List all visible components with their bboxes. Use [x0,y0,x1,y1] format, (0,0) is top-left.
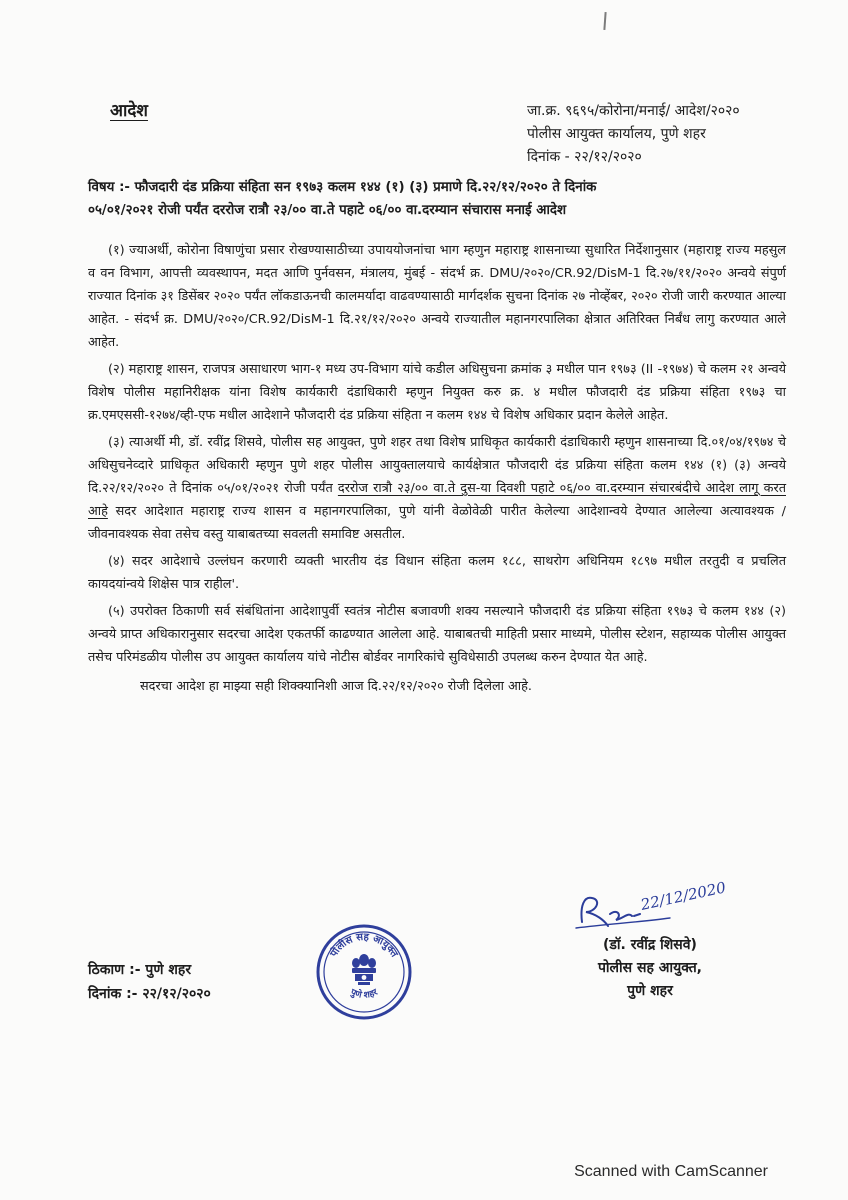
paragraph-2: (२) महाराष्ट्र शासन, राजपत्र असाधारण भाग-१ मध्य उप-विभाग यांचे कडील अधिसुचना क्रमांक ३ मधील पान १९७३ (II -१९७४) चे कलम २१ अन्वये विशेष पोलीस महानिरीक्षक यांना विशेष कार्यकारी दंडाधिकारी म्हणुन नियुक्त करु क्र. ४ मधील फौजदारी दंड प्रक्रिया संहिता १९७३ चा क्र.एमएससी-१२७४/व्ही-एफ मधील आदेशाने फौजदारी दंड प्रक्रिया संहिता न कलम १४४ चे विशेष अधिकार प्रदान केलेले आहेत. [88,362,786,423]
order-body [88,239,786,702]
place-date-block [88,958,211,1006]
order-heading: आदेश [110,101,148,121]
scanner-watermark: Scanned with CamScanner [574,1163,768,1180]
seal-bottom-text: पुणे शहर [348,987,380,1001]
paragraph-4: (४) सदर आदेशाचे उल्लंघन करणारी व्यक्ती भारतीय दंड विधान संहिता कलम १८८, साथरोग अधिनियम १८९७ मधील तरतुदी व प्रचलित कायदयांन्वये शिक्षेस पात्र राहील'. [88,554,786,592]
svg-text:पुणे शहर [348,987,380,1001]
signatory-name: (डॉ. रवींद्र शिसवे) [603,937,697,953]
signatory-city: पुणे शहर [627,983,673,999]
seal-top-text: पोलीस सह आयुक्त [328,931,400,960]
paragraph-3-start: (३) त्याअर्थी मी, डॉ. रवींद्र शिसवे, पोलीस सह आयुक्त, पुणे शहर तथा विशेष प्राधिकृत कार्यकारी दंडाधिकारी म्हणुन शासनाच्या दि.०१/०४/१९७४ चे अधिसुचनेव्दारे प्राधिकृत अधिकारी म्हणुन पुणे शहर पोलीस आयुक्तालयाचे कार्यक्षेत्रात फौजदारी दंड प्रक्रिया संहिता कलम १४४ (१) (३) अन्वये दि.२२/१२/२०२० ते दिनांक ०५/०१/२०२१ रोजी पर्यंत [88,435,786,496]
subject-line-2: ०५/०१/२०२१ रोजी पर्यंत दररोज रात्रौ २३/०० वा.ते पहाटे ०६/०० वा.दरम्यान संचारास मनाई आदेश [88,203,567,218]
reference-office: पोलीस आयुक्त कार्यालय, पुणे शहर [527,126,706,142]
scan-mark [603,12,606,30]
signature-date: 22/12/2020 [639,878,728,914]
paragraph-1: (१) ज्याअर्थी, कोरोना विषाणुंचा प्रसार रोखण्यासाठीच्या उपाययोजनांचा भाग म्हणुन महाराष्ट्र शासनाच्या सुधारित निर्देशानुसार (महाराष्ट्र राज्य महसुल व वन विभाग, आपत्ती व्यवस्थापन, मदत आणि पुर्नवसन, मंत्रालय, मुंबई - संदर्भ क्र. DMU/२०२०/CR.92/DisM-1 दि.२७/११/२०२० अन्वये संपुर्ण राज्यात दिनांक ३१ डिसेंबर २०२० पर्यंत लॉकडाऊनची कालमर्यादा वाढवण्यासाठी मार्गदर्शक सुचना दिनांक २७ नोव्हेंबर, २०२० रोजी जारी करण्यात आल्या आहेत. - संदर्भ क्र. DMU/२०२०/CR.92/DisM-1 दि.२१/१२/२०२० अन्वये राज्यातील महानगरपालिका क्षेत्रात अतिरिक्त निर्बंध लागु करण्यात आले आहेत. [88,243,786,350]
subject-line-1: विषय :- फौजदारी दंड प्रक्रिया संहिता सन १९७३ कलम १४४ (१) (३) प्रमाणे दि.२२/१२/२०२० ते दिनांक [88,180,597,195]
date-label: दिनांक :- २२/१२/२०२० [88,986,211,1002]
signatory-block [560,934,740,1003]
place-label: ठिकाण :- पुणे शहर [88,962,192,978]
signatory-designation: पोलीस सह आयुक्त, [597,960,703,976]
reference-date: दिनांक - २२/१२/२०२० [527,149,642,165]
paragraph-3-underlined: दररोज रात्रौ २३/०० वा.ते दुस-या दिवशी पहाटे ०६/०० वा.दरम्यान संचारबंदीचे आदेश लागू करत आहे [88,481,786,519]
subject-block [88,176,788,222]
emblem-icon [352,954,376,985]
closing-line: सदरचा आदेश हा माझ्या सही शिक्क्यानिशी आज दि.२२/१२/२०२० रोजी दिलेला आहे. [140,679,532,694]
official-seal [314,922,414,1022]
handwritten-signature [570,876,750,936]
paragraph-5: (५) उपरोक्त ठिकाणी सर्व संबंधितांना आदेशापुर्वी स्वतंत्र नोटीस बजावणी शक्य नसल्याने फौजदारी दंड प्रक्रिया संहिता १९७३ चे कलम १४४ (२) अन्वये प्राप्त अधिकारानुसार सदरचा आदेश एकतर्फी काढण्यात आलेला आहे. याबाबतची माहिती प्रसार माध्यमे, पोलीस स्टेशन, सहाय्यक पोलीस आयुक्त तसेच परिमंडळीय पोलीस उप आयुक्त कार्यालय यांचे नोटीस बोर्डवर नागरिकांचे सुविधेसाठी उपलब्ध करुन देण्यात येत आहे. [88,604,786,665]
reference-number: जा.क्र. ९६९५/कोरोना/मनाई/ आदेश/२०२० [527,103,740,119]
paragraph-3-end: सदर आदेशात महाराष्ट्र राज्य शासन व महानगरपालिका, पुणे यांनी वेळोवेळी पारीत केलेल्या आदेशान्वये देण्यात आलेल्या अत्यावश्यक / जीवनावश्यक सेवा तसेच वस्तु याबाबतच्या सवलती समाविष्ट असतील. [88,504,786,542]
reference-block [527,100,817,169]
paragraph-3 [88,431,786,546]
